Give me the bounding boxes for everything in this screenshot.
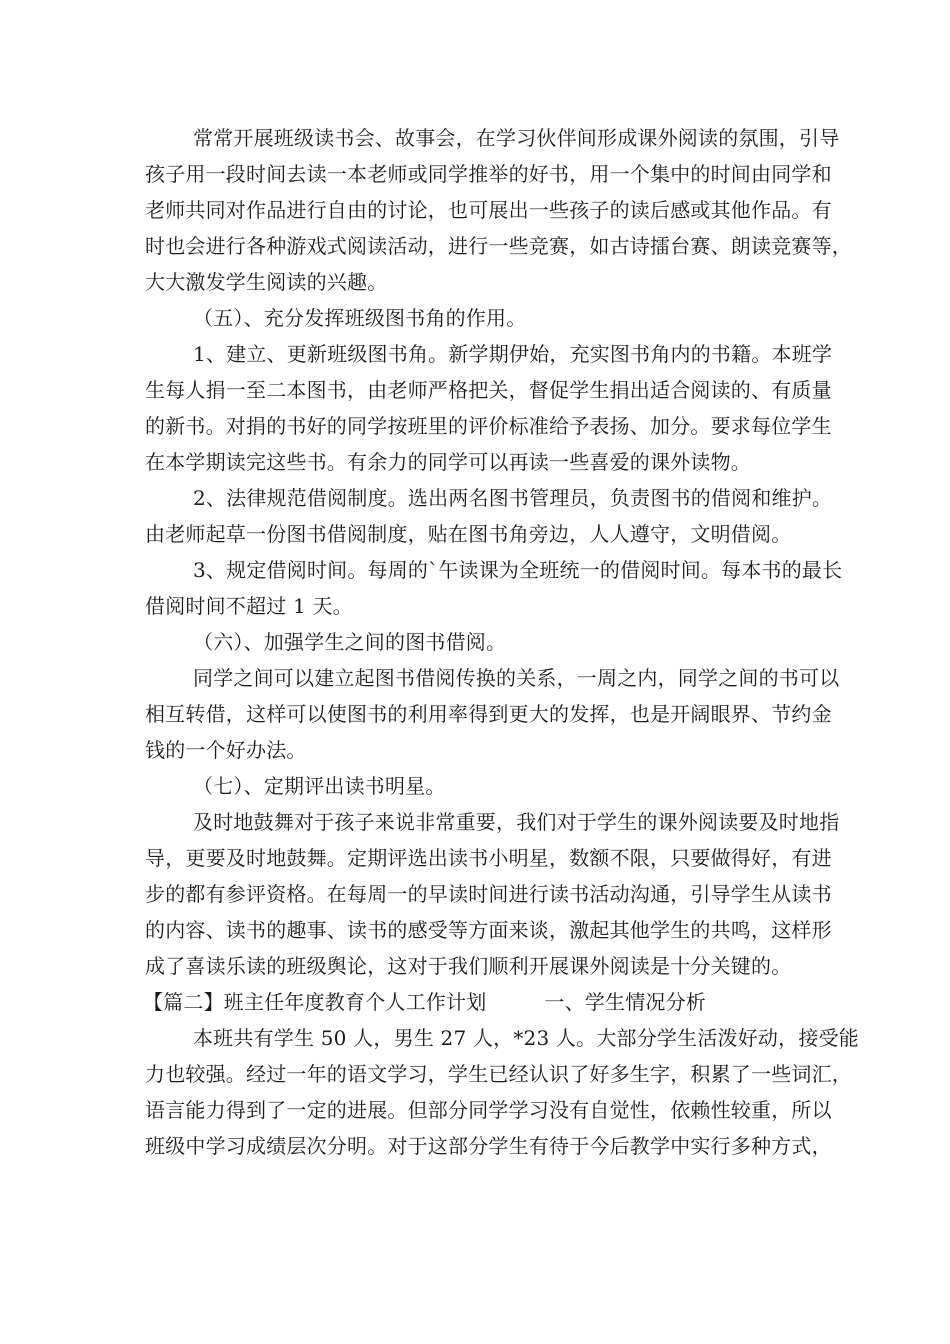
- paragraph-line: 力也较强。经过一年的语文学习，学生已经认识了好多生字，积累了一些词汇，: [145, 1062, 852, 1086]
- paragraph-line: 的内容、读书的趣事、读书的感受等方面来谈，激起其他学生的共鸣，这样形: [145, 918, 832, 942]
- section-subheading: （七）、定期评出读书明星。: [193, 774, 446, 798]
- paragraph-line: 大大激发学生阅读的兴趣。: [145, 270, 388, 294]
- article-heading: [143, 984, 810, 1020]
- section-subheading: （六）、加强学生之间的图书借阅。: [193, 630, 507, 654]
- section-subheading: （五）、充分发挥班级图书角的作用。: [193, 306, 527, 330]
- paragraph-line: 孩子用一段时间去读一本老师或同学推举的好书，用一个集中的时间由同学和: [145, 162, 832, 186]
- paragraph-line: 钱的一个好办法。: [145, 738, 307, 762]
- paragraph-line: 本班共有学生 50 人，男生 27 人，*23 人。大部分学生活泼好动，接受能: [193, 1026, 859, 1050]
- document-body: [143, 120, 859, 1164]
- paragraph-line: 3、规定借阅时间。每周的`午读课为全班统一的借阅时间。每本书的最长: [193, 558, 843, 582]
- paragraph-line: 借阅时间不超过 1 天。: [145, 594, 353, 618]
- paragraph-line: 导，更要及时地鼓舞。定期评选出读书小明星，数额不限，只要做得好，有进: [145, 846, 832, 870]
- paragraph-line: 步的都有参评资格。在每周一的早读时间进行读书活动沟通，引导学生从读书: [145, 882, 832, 906]
- paragraph-line: 老师共同对作品进行自由的讨论，也可展出一些孩子的读后感或其他作品。有: [145, 198, 832, 222]
- paragraph-line: 同学之间可以建立起图书借阅传换的关系，一周之内，同学之间的书可以: [193, 666, 840, 690]
- paragraph-line: 语言能力得到了一定的进展。但部分同学学习没有自觉性，依赖性较重，所以: [145, 1098, 832, 1122]
- paragraph-line: 由老师起草一份图书借阅制度，贴在图书角旁边，人人遵守，文明借阅。: [145, 522, 792, 546]
- article-section-title: 一、学生情况分析: [544, 990, 707, 1014]
- paragraph-line: 在本学期读完这些书。有余力的同学可以再读一些喜爱的课外读物。: [145, 450, 751, 474]
- paragraph-line: 班级中学习成绩层次分明。对于这部分学生有待于今后教学中实行多种方式，: [145, 1134, 832, 1158]
- paragraph-line: 的新书。对捐的书好的同学按班里的评价标准给予表扬、加分。要求每位学生: [145, 414, 832, 438]
- article-title: 【篇二】班主任年度教育个人工作计划: [143, 990, 487, 1014]
- paragraph-line: 1、建立、更新班级图书角。新学期伊始，充实图书角内的书籍。本班学: [193, 342, 833, 366]
- paragraph-line: 时也会进行各种游戏式阅读活动，进行一些竞赛，如古诗擂台赛、朗读竞赛等，: [145, 234, 852, 258]
- paragraph-line: 生每人捐一至二本图书，由老师严格把关，督促学生捐出适合阅读的、有质量: [145, 378, 832, 402]
- paragraph-line: 相互转借，这样可以使图书的利用率得到更大的发挥，也是开阔眼界、节约金: [145, 702, 832, 726]
- paragraph-line: 成了喜读乐读的班级舆论，这对于我们顺利开展课外阅读是十分关键的。: [145, 954, 792, 978]
- paragraph-line: 2、法律规范借阅制度。选出两名图书管理员，负责图书的借阅和维护。: [193, 486, 833, 510]
- paragraph-line: 及时地鼓舞对于孩子来说非常重要，我们对于学生的课外阅读要及时地指: [193, 810, 840, 834]
- paragraph-line: 常常开展班级读书会、故事会，在学习伙伴间形成课外阅读的氛围，引导: [193, 126, 840, 150]
